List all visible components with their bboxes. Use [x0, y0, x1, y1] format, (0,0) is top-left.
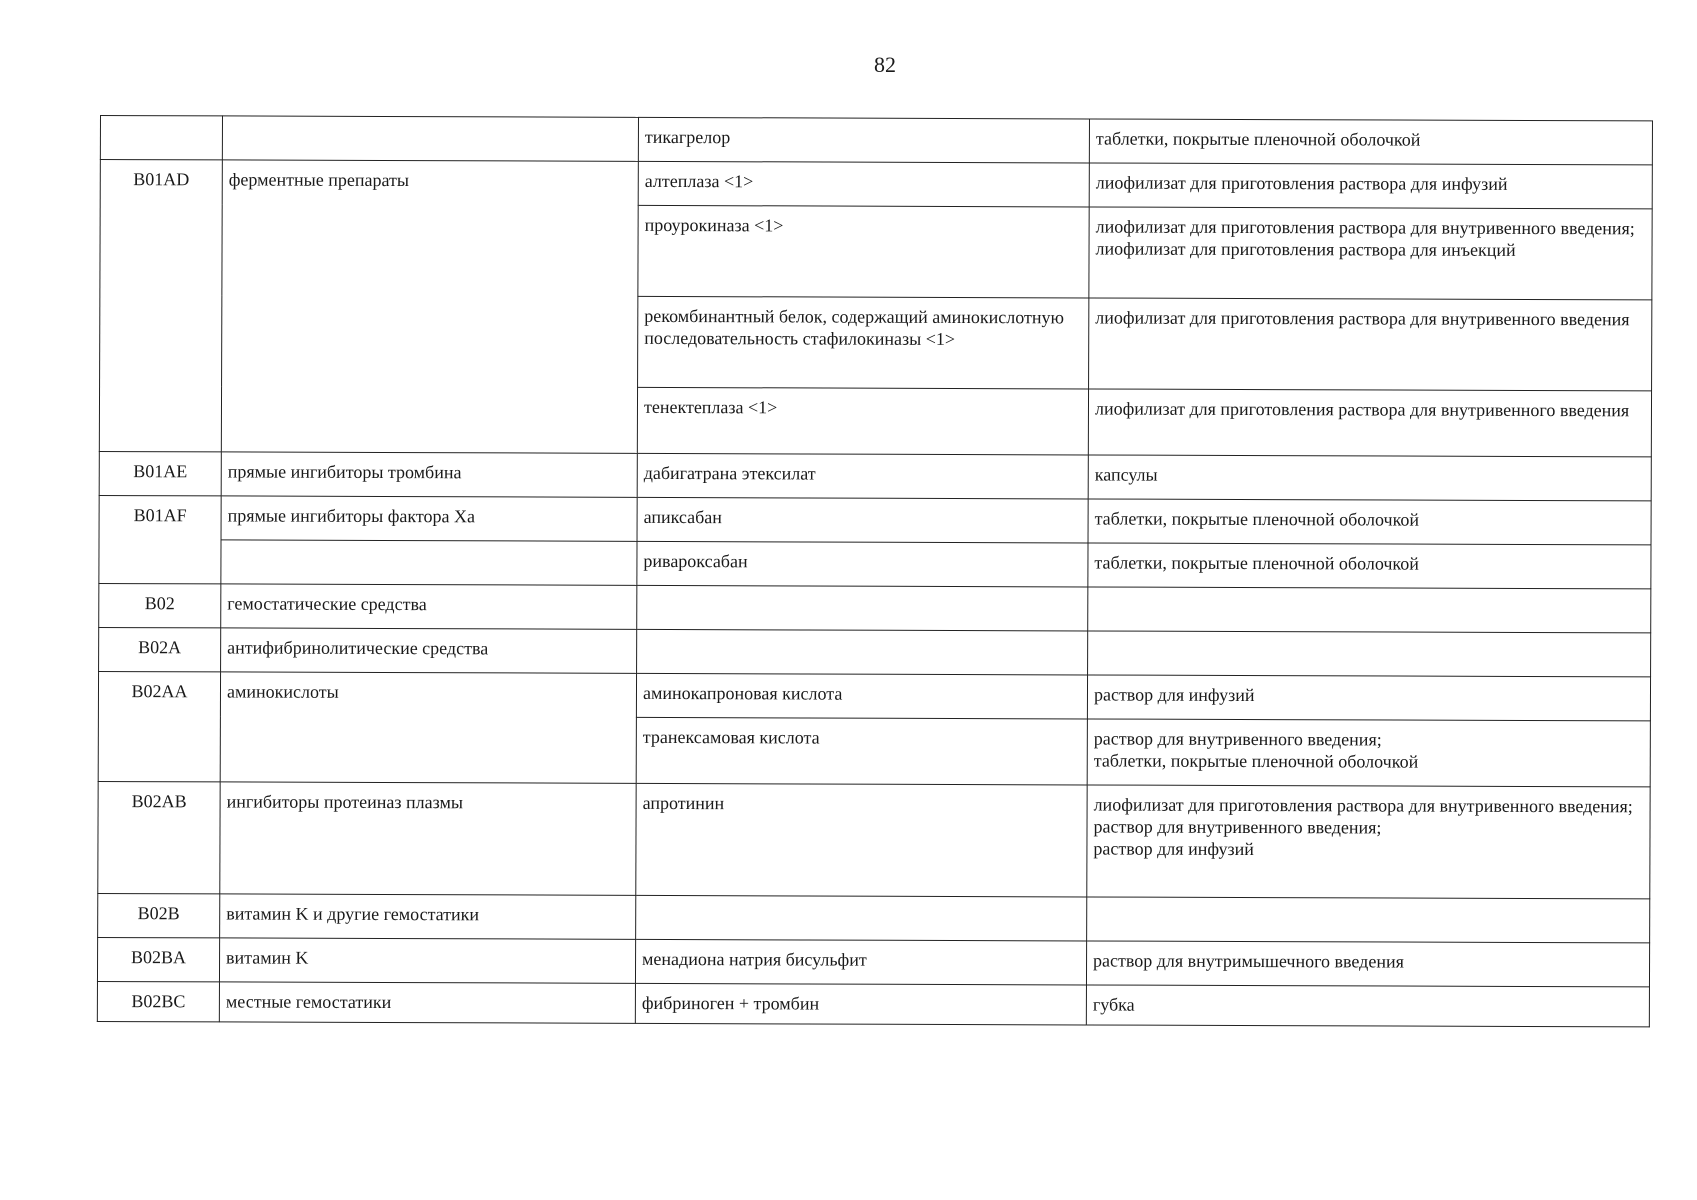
table-row — [99, 627, 1651, 676]
table-row — [99, 495, 1651, 544]
drug-cell — [636, 895, 1087, 941]
table-row — [99, 451, 1651, 500]
group-cell: местные гемостатики — [219, 982, 635, 1023]
atc-code-cell: B01AE — [99, 451, 221, 495]
drug-cell: транексамовая кислота — [636, 717, 1087, 785]
table-row — [98, 781, 1650, 898]
group-cell: ингибиторы протеиназ плазмы — [220, 782, 636, 895]
drug-cell: рекомбинантный белок, содержащий аминокислотную последовательность стафилокиназы <1> — [638, 296, 1089, 389]
atc-code-cell: B02BC — [97, 981, 219, 1021]
atc-code-cell: B01AD — [99, 160, 222, 452]
drug-cell: тенектеплаза <1> — [637, 387, 1088, 455]
atc-code-cell: B02 — [99, 583, 221, 627]
atc-code-cell: B02AB — [98, 781, 220, 893]
drug-cell: проурокиназа <1> — [638, 205, 1089, 298]
group-cell: аминокислоты — [220, 672, 636, 783]
form-cell: раствор для инфузий — [1087, 675, 1650, 721]
page-number: 82 — [874, 52, 896, 77]
form-cell: лиофилизат для приготовления раствора для инфузий — [1089, 163, 1652, 209]
group-cell: витамин K и другие гемостатики — [220, 894, 636, 939]
form-cell: губка — [1086, 985, 1649, 1027]
table-row — [97, 937, 1649, 986]
drug-cell: аминокапроновая кислота — [636, 673, 1087, 719]
table-row — [99, 539, 1651, 588]
form-cell: таблетки, покрытые пленочной оболочкой — [1089, 119, 1652, 165]
form-cell: лиофилизат для приготовления раствора для внутривенного введения; раствор для внутривенного введения; раствор для инфузий — [1087, 785, 1650, 899]
group-cell: антифибринолитические средства — [221, 628, 637, 673]
table-row — [99, 583, 1651, 632]
atc-code-cell: B01AF — [99, 495, 221, 583]
atc-code-cell — [100, 116, 222, 160]
table-row — [98, 671, 1650, 720]
drug-cell — [637, 629, 1088, 675]
form-cell: раствор для внутримышечного введения — [1086, 941, 1649, 987]
form-cell: лиофилизат для приготовления раствора для внутривенного введения — [1089, 298, 1652, 391]
atc-code-cell: B02AA — [98, 671, 220, 781]
table-row — [97, 981, 1649, 1026]
group-cell — [221, 540, 637, 585]
table-row — [100, 160, 1652, 209]
form-cell: таблетки, покрытые пленочной оболочкой — [1088, 543, 1651, 589]
drug-cell: алтеплаза <1> — [638, 161, 1089, 207]
drug-table — [97, 115, 1653, 1027]
drug-cell: фибриноген + тромбин — [635, 983, 1086, 1025]
form-cell — [1087, 897, 1650, 943]
form-cell: капсулы — [1088, 455, 1651, 501]
form-cell: лиофилизат для приготовления раствора для внутривенного введения; лиофилизат для приготовления раствора для инъекций — [1089, 207, 1652, 300]
drug-cell: апиксабан — [637, 497, 1088, 543]
drug-cell — [637, 585, 1088, 631]
group-cell: гемостатические средства — [221, 584, 637, 629]
table-row — [98, 893, 1650, 942]
atc-code-cell: B02BA — [97, 937, 219, 981]
drug-cell: ривароксабан — [637, 541, 1088, 587]
form-cell — [1088, 631, 1651, 677]
drug-cell: менадиона натрия бисульфит — [635, 939, 1086, 985]
group-cell: прямые ингибиторы тромбина — [221, 452, 637, 497]
form-cell: таблетки, покрытые пленочной оболочкой — [1088, 499, 1651, 545]
atc-code-cell: B02A — [99, 627, 221, 671]
group-cell: прямые ингибиторы фактора Xa — [221, 496, 637, 541]
form-cell: лиофилизат для приготовления раствора для внутривенного введения — [1088, 389, 1651, 457]
atc-code-cell: B02B — [98, 893, 220, 937]
drug-cell: апротинин — [636, 783, 1087, 897]
form-cell — [1088, 587, 1651, 633]
table-row — [100, 116, 1652, 165]
form-cell: раствор для внутривенного введения; таблетки, покрытые пленочной оболочкой — [1087, 719, 1650, 787]
group-cell — [222, 116, 638, 161]
drug-cell: дабигатрана этексилат — [637, 453, 1088, 499]
drug-cell: тикагрелор — [638, 117, 1089, 163]
group-cell: ферментные препараты — [221, 160, 638, 453]
group-cell: витамин K — [219, 938, 635, 983]
